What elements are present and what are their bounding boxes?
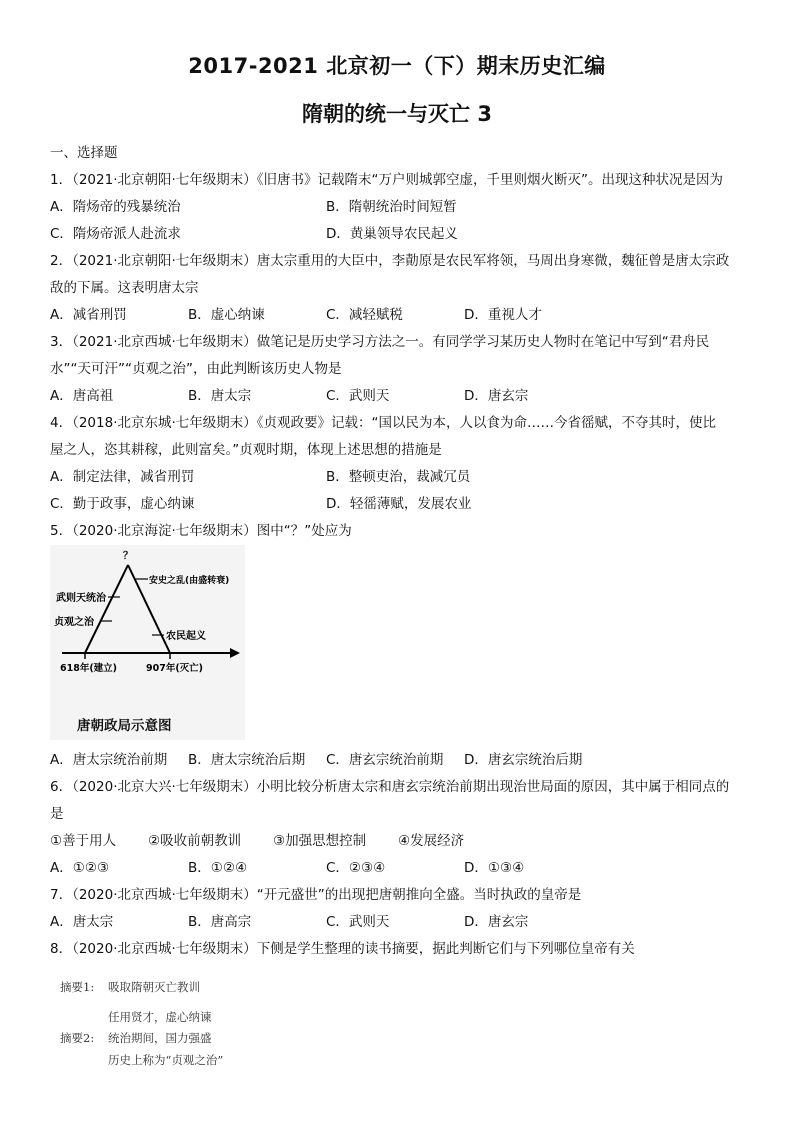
question-6-item-3: ③加强思想控制 [273, 833, 367, 849]
label-peasant-uprising: 农民起义 [166, 631, 206, 642]
question-3-stem-line1: 3．（2021·北京西城·七年级期末）做笔记是历史学习方法之一。有同学学习某历史人物时在笔记中写到“君舟民 [50, 334, 710, 350]
question-5-option-c: C．唐玄宗统治前期 [326, 752, 444, 768]
label-anshi-rebellion: 安史之乱(由盛转衰) [149, 576, 230, 586]
question-1-option-a: A．隋炀帝的残暴统治 [50, 199, 181, 215]
question-4-option-a: A．制定法律，减省刑罚 [50, 469, 195, 485]
excerpt-1-label: 摘要1: [60, 980, 95, 994]
question-5-stem: 5．（2020·北京海淀·七年级期末）图中“？”处应为 [50, 523, 352, 539]
document-subtitle: 隋朝的统一与灭亡 3 [302, 102, 492, 126]
question-3-stem-line2: 水”“天可汗”“贞观之治”，由此判断该历史人物是 [50, 361, 342, 377]
question-2-stem-line2: 敌的下属。这表明唐太宗 [50, 280, 199, 296]
question-7-option-a: A．唐太宗 [50, 914, 114, 930]
question-6-stem-line1: 6．（2020·北京大兴·七年级期末）小明比较分析唐太宗和唐玄宗统治前期出现治世局面的原因，其中属于相同点的 [50, 779, 730, 795]
question-6-stem-line2: 是 [50, 806, 64, 822]
question-2-option-d: D．重视人才 [464, 307, 542, 323]
question-7-option-b: B．唐高宗 [188, 914, 252, 930]
question-2-option-a: A．减省刑罚 [50, 307, 127, 323]
question-1-option-b: B．隋朝统治时间短暂 [326, 199, 457, 215]
question-1-option-d: D．黄巢领导农民起义 [326, 226, 458, 242]
question-6-item-1: ①善于用人 [50, 833, 117, 849]
question-6-item-2: ②吸收前朝教训 [148, 833, 242, 849]
excerpt-2-label: 摘要2: [60, 1031, 95, 1045]
question-6-option-d: D．①③④ [464, 860, 525, 876]
question-3-option-d: D．唐玄宗 [464, 388, 529, 404]
question-2-option-b: B．虚心纳谏 [188, 307, 265, 323]
question-4-stem-line2: 屋之人，恣其耕稼，此则富矣。”贞观时期，体现上述思想的措施是 [50, 442, 442, 458]
diagram-caption: 唐朝政局示意图 [77, 718, 172, 734]
question-6-option-a: A．①②③ [50, 860, 110, 876]
question-8-stem: 8．（2020·北京西城·七年级期末）下侧是学生整理的读书摘要，据此判断它们与下列哪位皇帝有关 [50, 941, 635, 957]
label-zhenguan: 贞观之治 [54, 617, 94, 628]
question-2-stem-line1: 2．（2021·北京朝阳·七年级期末）唐太宗重用的大臣中，李勣原是农民军将领，马周出身寒微，魏征曾是唐太宗政 [50, 253, 730, 269]
question-3-option-c: C．武则天 [326, 388, 390, 404]
question-6-option-b: B．①②④ [188, 860, 248, 876]
excerpt-1-text: 吸取隋朝灭亡教训 [108, 980, 200, 994]
section-heading: 一、选择题 [50, 145, 118, 161]
document-title: 2017-2021 北京初一（下）期末历史汇编 [188, 54, 606, 78]
question-6-item-4: ④发展经济 [398, 833, 465, 849]
excerpt-2-text: 统治期间，国力强盛 [108, 1031, 212, 1045]
question-5-option-a: A．唐太宗统治前期 [50, 752, 168, 768]
label-wuzetian: 武则天统治 [56, 593, 106, 604]
label-start-year: 618年(建立) [60, 663, 118, 674]
diagram-background [50, 545, 245, 740]
question-5-option-b: B．唐太宗统治后期 [188, 752, 306, 768]
question-4-stem-line1: 4．（2018·北京东城·七年级期末）《贞观政要》记载：“国以民为本，人以食为命……今省徭赋，不夺其时，使比 [50, 415, 717, 431]
question-1-stem: 1．（2021·北京朝阳·七年级期末）《旧唐书》记载隋末“万户则城郭空虚，千里则烟火断灭”。出现这种状况是因为 [50, 172, 724, 188]
question-3-option-b: B．唐太宗 [188, 388, 252, 404]
excerpt-1-line2: 任用贤才，虚心纳谏 [108, 1010, 212, 1024]
question-7-stem: 7．（2020·北京西城·七年级期末）“开元盛世”的出现把唐朝推向全盛。当时执政的皇帝是 [50, 887, 582, 903]
question-6-option-c: C．②③④ [326, 860, 386, 876]
question-7-option-d: D．唐玄宗 [464, 914, 529, 930]
question-4-option-c: C．勤于政事，虚心纳谏 [50, 496, 195, 512]
question-7-option-c: C．武则天 [326, 914, 390, 930]
question-4-option-b: B．整顿吏治，裁减冗员 [326, 469, 471, 485]
question-4-option-d: D．轻徭薄赋，发展农业 [326, 496, 472, 512]
peak-question-label: ？ [123, 551, 133, 562]
label-end-year: 907年(灭亡) [146, 663, 204, 674]
question-1-option-c: C．隋炀帝派人赴流求 [50, 226, 181, 242]
question-3-option-a: A．唐高祖 [50, 388, 114, 404]
question-5-option-d: D．唐玄宗统治后期 [464, 752, 583, 768]
excerpt-2-line2: 历史上称为“贞观之治” [108, 1053, 224, 1067]
question-2-option-c: C．减轻赋税 [326, 307, 403, 323]
